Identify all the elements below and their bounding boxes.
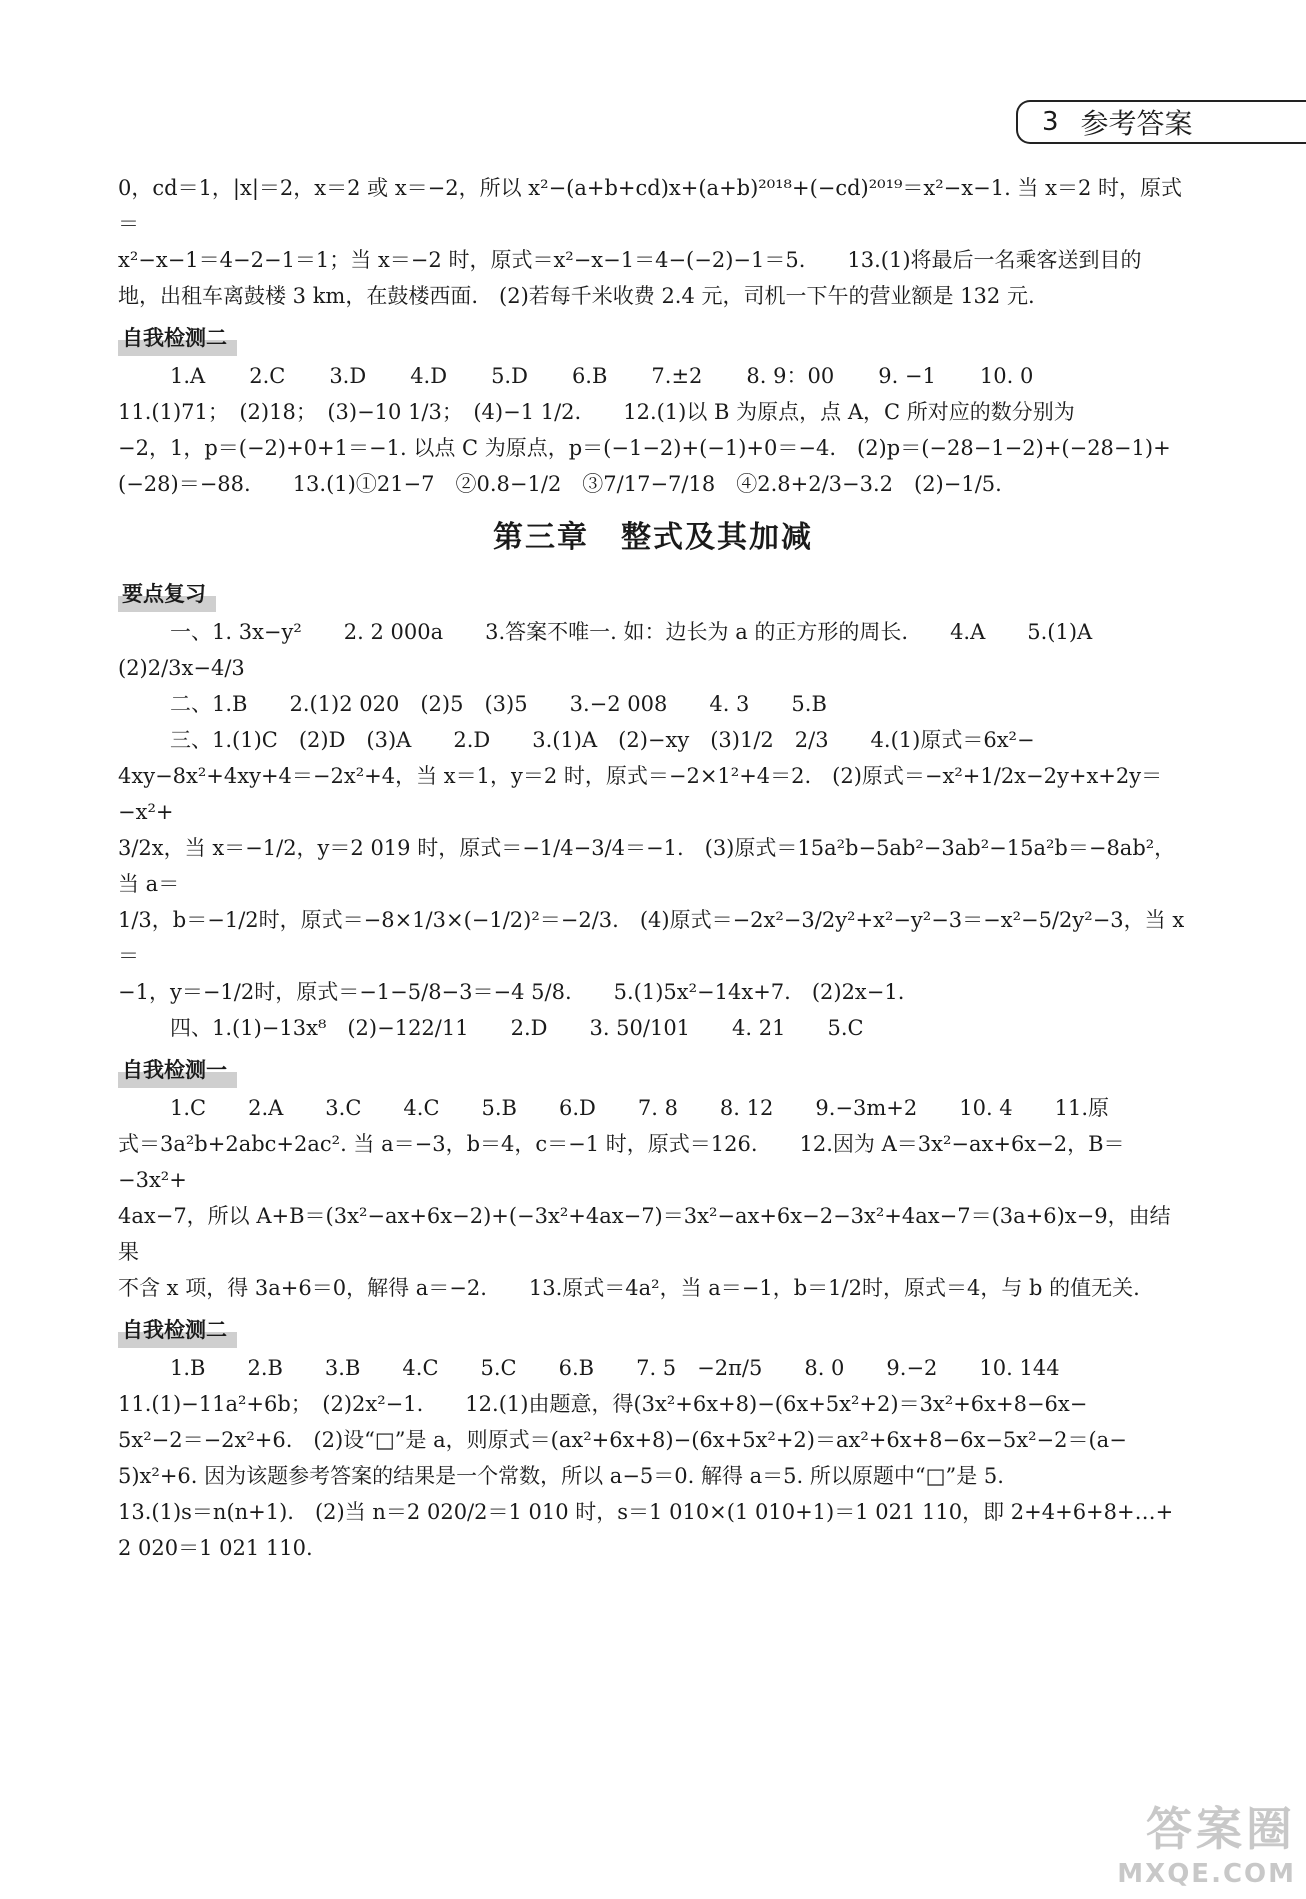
- answer-item: 4.D: [410, 364, 448, 388]
- text-line: 11.(1)71； (2)18； (3)−10 1/3； (4)−1 1/2. 12.(1)以 B 为原点，点 A，C 所对应的数分别为: [118, 400, 1075, 424]
- text-line: 不含 x 项，得 3a+6＝0，解得 a＝−2. 13.原式＝4a²，当 a＝−1，b＝1/2时，原式＝4，与 b 的值无关.: [118, 1276, 1140, 1300]
- text-line: −1，y＝−1/2时，原式＝−1−5/8−3＝−4 5/8. 5.(1)5x²−14x+7. (2)2x−1.: [118, 980, 905, 1004]
- text-line: 2 020＝1 021 110.: [118, 1536, 313, 1560]
- page-number: 3: [1042, 107, 1059, 137]
- text-line: 1.C 2.A 3.C 4.C 5.B 6.D 7. 8 8. 12 9.−3m+2 10. 4 11.原: [170, 1096, 1110, 1120]
- answer-item: 5.D: [491, 364, 528, 388]
- text-line: 地，出租车离鼓楼 3 km，在鼓楼西面. (2)若每千米收费 2.4 元，司机一下午的营业额是 132 元.: [118, 284, 1035, 308]
- section-label-self-check-2: 自我检测二: [118, 320, 237, 356]
- answer-item: 7.±2: [651, 364, 703, 388]
- page-header-tab: [1016, 100, 1306, 144]
- section-label-self-check-1: 自我检测一: [118, 1052, 237, 1088]
- answer-item: 10. 0: [979, 364, 1034, 388]
- watermark-url: MXQE.COM: [1117, 1859, 1296, 1889]
- answer-item: 3.D: [329, 364, 367, 388]
- text-line: 三、1.(1)C (2)D (3)A 2.D 3.(1)A (2)−xy (3)1/2 2/3 4.(1)原式＝6x²−: [170, 728, 1035, 752]
- text-line: 1/3，b＝−1/2时，原式＝−8×1/3×(−1/2)²＝−2/3. (4)原式＝−2x²−3/2y²+x²−y²−3＝−x²−5/2y²−3，当 x＝: [118, 908, 1185, 968]
- section-label-self-check-2b: 自我检测二: [118, 1312, 237, 1348]
- text-line: 二、1.B 2.(1)2 020 (2)5 (3)5 3.−2 008 4. 3 5.B: [170, 692, 827, 716]
- text-line: (−28)＝−88. 13.(1)①21−7 ②0.8−1/2 ③7/17−7/18 ④2.8+2/3−3.2 (2)−1/5.: [118, 472, 1002, 496]
- text-line: 4xy−8x²+4xy+4＝−2x²+4，当 x＝1，y＝2 时，原式＝−2×1²+4＝2. (2)原式＝−x²+1/2x−2y+x+2y＝−x²+: [118, 764, 1163, 824]
- watermark-logo: 答案圈: [1146, 1802, 1296, 1856]
- text-line: 11.(1)−11a²+6b； (2)2x²−1. 12.(1)由题意，得(3x²+6x+8)−(6x+5x²+2)＝3x²+6x+8−6x−: [118, 1392, 1088, 1416]
- chapter-title: 第三章 整式及其加减: [493, 520, 813, 555]
- answer-item: 2.C: [249, 364, 286, 388]
- text-line: −2，1，p＝(−2)+0+1＝−1. 以点 C 为原点，p＝(−1−2)+(−1)+0＝−4. (2)p＝(−28−1−2)+(−28−1)+: [118, 436, 1171, 460]
- section-label-key-review: 要点复习: [118, 576, 216, 612]
- watermark: [1117, 1793, 1296, 1889]
- text-line: 5)x²+6. 因为该题参考答案的结果是一个常数，所以 a−5＝0. 解得 a＝5. 所以原题中“□”是 5.: [118, 1464, 1004, 1488]
- answer-row: [118, 358, 1188, 394]
- text-line: 0，cd＝1，|x|＝2，x＝2 或 x＝−2，所以 x²−(a+b+cd)x+(a+b)²⁰¹⁸+(−cd)²⁰¹⁹＝x²−x−1. 当 x＝2 时，原式＝: [118, 176, 1182, 236]
- text-line: x²−x−1＝4−2−1＝1；当 x＝−2 时，原式＝x²−x−1＝4−(−2)−1＝5. 13.(1)将最后一名乘客送到目的: [118, 248, 1142, 272]
- text-line: 1.B 2.B 3.B 4.C 5.C 6.B 7. 5 −2π/5 8. 0 9.−2 10. 144: [170, 1356, 1060, 1380]
- answer-item: 8. 9：00: [746, 364, 835, 388]
- text-line: 4ax−7，所以 A+B＝(3x²−ax+6x−2)+(−3x²+4ax−7)＝3x²−ax+6x−2−3x²+4ax−7＝(3a+6)x−9，由结果: [118, 1204, 1171, 1264]
- answer-item: 9. −1: [878, 364, 936, 388]
- text-line: 四、1.(1)−13x⁸ (2)−122/11 2.D 3. 50/101 4. 21 5.C: [170, 1016, 864, 1040]
- answer-content: [118, 170, 1188, 1566]
- text-line: (2)2/3x−4/3: [118, 656, 245, 680]
- text-line: 式＝3a²b+2abc+2ac². 当 a＝−3，b＝4，c＝−1 时，原式＝126. 12.因为 A＝3x²−ax+6x−2，B＝−3x²+: [118, 1132, 1125, 1192]
- text-line: 13.(1)s＝n(n+1). (2)当 n＝2 020/2＝1 010 时，s＝1 010×(1 010+1)＝1 021 110，即 2+4+6+8+…+: [118, 1500, 1174, 1524]
- answer-item: 1.A: [170, 364, 206, 388]
- answer-item: 6.B: [571, 364, 608, 388]
- text-line: 一、1. 3x−y² 2. 2 000a 3.答案不唯一. 如：边长为 a 的正方形的周长. 4.A 5.(1)A: [170, 620, 1093, 644]
- text-line: 3/2x，当 x＝−1/2，y＝2 019 时，原式＝−1/4−3/4＝−1. (3)原式＝15a²b−5ab²−3ab²−15a²b＝−8ab²，当 a＝: [118, 836, 1176, 896]
- header-title: 参考答案: [1080, 107, 1193, 140]
- text-line: 5x²−2＝−2x²+6. (2)设“□”是 a，则原式＝(ax²+6x+8)−(6x+5x²+2)＝ax²+6x+8−6x−5x²−2＝(a−: [118, 1428, 1127, 1452]
